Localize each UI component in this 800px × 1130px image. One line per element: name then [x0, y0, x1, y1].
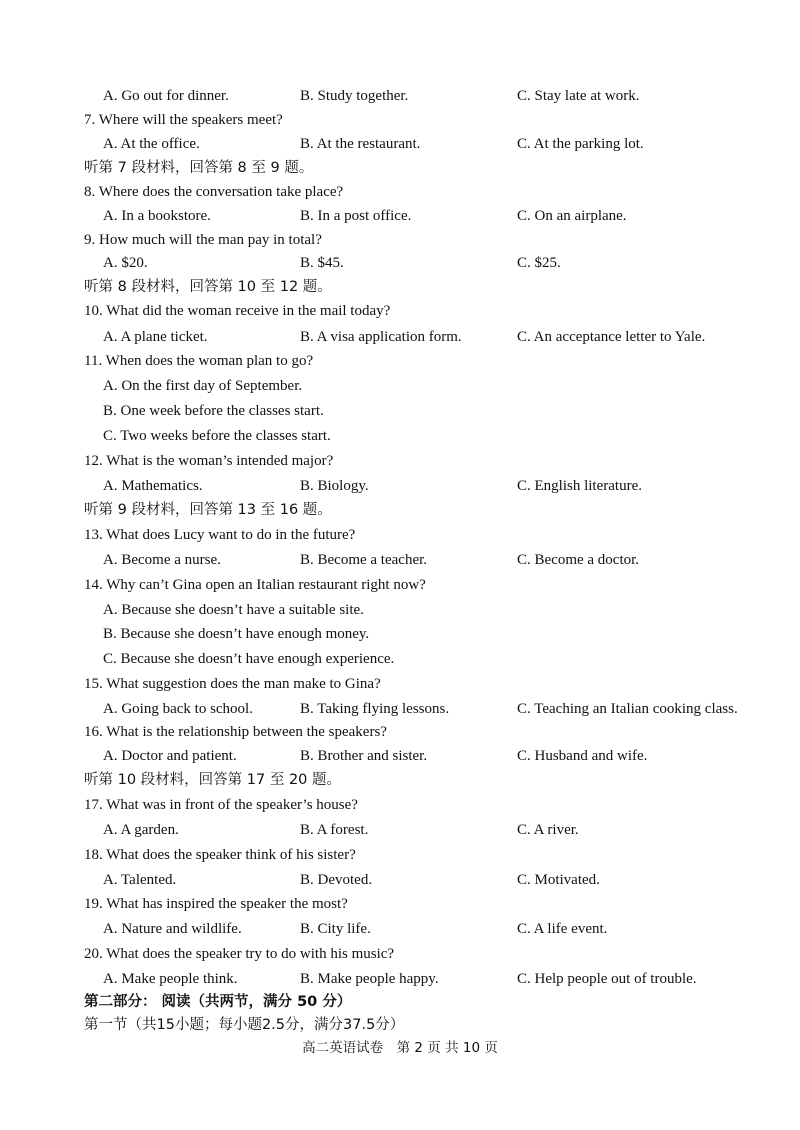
q14-option-b: B. Because she doesn’t have enough money.: [103, 626, 370, 642]
q13-options: [0, 549, 800, 571]
section-instruction-10: 听第 10 段材料，回答第 17 至 20 题。: [84, 772, 342, 788]
q11-option-b: B. One week before the classes start.: [103, 403, 324, 419]
q12-option-a: A. Mathematics.: [103, 478, 203, 494]
q10-options: [0, 326, 800, 348]
question-11: 11. When does the woman plan to go?: [84, 353, 314, 369]
q17-option-b: B. A forest.: [300, 822, 369, 838]
q9-option-c: C. $25.: [517, 255, 561, 271]
q15-options: [0, 698, 800, 720]
question-20: 20. What does the speaker try to do with his music?: [84, 946, 395, 962]
q14-option-c: C. Because she doesn’t have enough experience.: [103, 651, 395, 667]
q7-option-b: B. At the restaurant.: [300, 136, 421, 152]
q10-option-b: B. A visa application form.: [300, 329, 462, 345]
q11-option-a: A. On the first day of September.: [103, 378, 303, 394]
q18-option-b: B. Devoted.: [300, 872, 373, 888]
q17-options: [0, 819, 800, 841]
q18-option-a: A. Talented.: [103, 872, 177, 888]
question-13: 13. What does Lucy want to do in the future?: [84, 527, 356, 543]
q17-option-c: C. A river.: [517, 822, 579, 838]
question-9: 9. How much will the man pay in total?: [84, 232, 322, 248]
q9-option-b: B. $45.: [300, 255, 344, 271]
q10-option-a: A. A plane ticket.: [103, 329, 208, 345]
q18-option-c: C. Motivated.: [517, 872, 600, 888]
q12-options: [0, 475, 800, 497]
q9-option-a: A. $20.: [103, 255, 148, 271]
q16-option-b: B. Brother and sister.: [300, 748, 428, 764]
q12-option-c: C. English literature.: [517, 478, 642, 494]
q9-options: [0, 252, 800, 274]
q10-option-c: C. An acceptance letter to Yale.: [517, 329, 706, 345]
question-14: 14. Why can’t Gina open an Italian restaurant right now?: [84, 577, 426, 593]
q15-option-c: C. Teaching an Italian cooking class.: [517, 701, 738, 717]
q19-option-b: B. City life.: [300, 921, 371, 937]
question-18: 18. What does the speaker think of his sister?: [84, 847, 356, 863]
q8-options: [0, 205, 800, 227]
question-7: 7. Where will the speakers meet?: [84, 112, 283, 128]
q16-option-c: C. Husband and wife.: [517, 748, 648, 764]
q20-options: [0, 968, 800, 990]
question-15: 15. What suggestion does the man make to Gina?: [84, 676, 381, 692]
q18-options: [0, 869, 800, 891]
q13-option-a: A. Become a nurse.: [103, 552, 221, 568]
q8-option-c: C. On an airplane.: [517, 208, 627, 224]
q7-option-a: A. At the office.: [103, 136, 200, 152]
q8-option-b: B. In a post office.: [300, 208, 412, 224]
q19-option-c: C. A life event.: [517, 921, 608, 937]
q17-option-a: A. A garden.: [103, 822, 179, 838]
q16-option-a: A. Doctor and patient.: [103, 748, 237, 764]
page-footer: 高二英语试卷 第 2 页 共 10 页: [302, 1040, 498, 1056]
q15-option-a: A. Going back to school.: [103, 701, 253, 717]
q7-option-c: C. At the parking lot.: [517, 136, 644, 152]
question-12: 12. What is the woman’s intended major?: [84, 453, 334, 469]
part-two-heading: 第二部分： 阅读（共两节，满分 50 分）: [84, 994, 352, 1010]
q12-option-b: B. Biology.: [300, 478, 369, 494]
q19-option-a: A. Nature and wildlife.: [103, 921, 242, 937]
question-8: 8. Where does the conversation take place?: [84, 184, 344, 200]
q13-option-c: C. Become a doctor.: [517, 552, 640, 568]
q20-option-b: B. Make people happy.: [300, 971, 439, 987]
question-17: 17. What was in front of the speaker’s house?: [84, 797, 358, 813]
question-10: 10. What did the woman receive in the mail today?: [84, 303, 391, 319]
section-instruction-9: 听第 9 段材料，回答第 13 至 16 题。: [84, 502, 332, 518]
q6-options: [0, 85, 800, 107]
section-instruction-7: 听第 7 段材料，回答第 8 至 9 题。: [84, 160, 314, 176]
q6-option-a: A. Go out for dinner.: [103, 88, 229, 104]
q6-option-b: B. Study together.: [300, 88, 409, 104]
q14-option-a: A. Because she doesn’t have a suitable site.: [103, 602, 364, 618]
question-16: 16. What is the relationship between the speakers?: [84, 724, 387, 740]
part-two-section-one: 第一节（共15小题；每小题2.5分，满分37.5分）: [84, 1017, 405, 1033]
question-19: 19. What has inspired the speaker the most?: [84, 896, 348, 912]
q13-option-b: B. Become a teacher.: [300, 552, 428, 568]
q6-option-c: C. Stay late at work.: [517, 88, 640, 104]
q7-options: [0, 133, 800, 155]
q19-options: [0, 918, 800, 940]
q15-option-b: B. Taking flying lessons.: [300, 701, 450, 717]
q16-options: [0, 745, 800, 767]
q11-option-c: C. Two weeks before the classes start.: [103, 428, 331, 444]
section-instruction-8: 听第 8 段材料，回答第 10 至 12 题。: [84, 279, 332, 295]
q8-option-a: A. In a bookstore.: [103, 208, 211, 224]
q20-option-c: C. Help people out of trouble.: [517, 971, 697, 987]
q20-option-a: A. Make people think.: [103, 971, 238, 987]
